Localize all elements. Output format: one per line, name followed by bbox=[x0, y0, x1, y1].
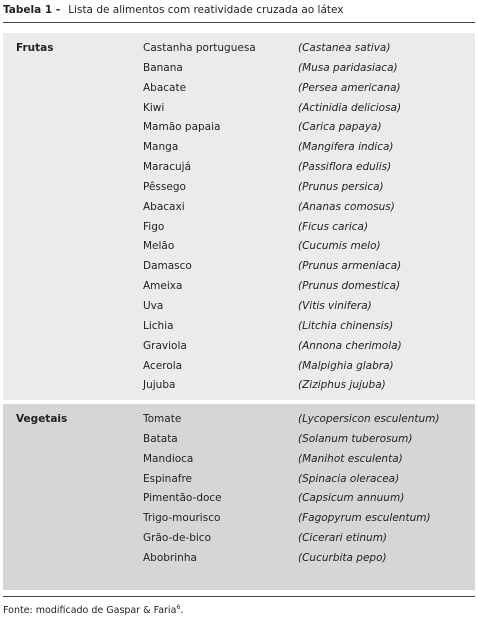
table-row bbox=[3, 492, 475, 512]
table-row bbox=[3, 141, 475, 161]
scientific-name: (Vitis vinifera) bbox=[298, 299, 372, 312]
table-row bbox=[3, 340, 475, 360]
scientific-name: (Cucurbita pepo) bbox=[298, 551, 387, 564]
table-label: Tabela 1 - bbox=[3, 4, 61, 16]
footnote-reference: 6 bbox=[176, 603, 181, 611]
table-row bbox=[3, 62, 475, 82]
common-name: Mandioca bbox=[143, 452, 194, 465]
table-row bbox=[3, 360, 475, 380]
table-row bbox=[3, 161, 475, 181]
scientific-name: (Ziziphus jujuba) bbox=[298, 379, 386, 392]
table-row bbox=[3, 280, 475, 300]
top-rule bbox=[3, 22, 475, 23]
table-row bbox=[3, 221, 475, 241]
table-row bbox=[3, 300, 475, 320]
scientific-name: (Cucumis melo) bbox=[298, 240, 381, 253]
scientific-name: (Solanum tuberosum) bbox=[298, 432, 413, 445]
scientific-name: (Prunus domestica) bbox=[298, 280, 401, 293]
table-row bbox=[3, 240, 475, 260]
common-name: Pêssego bbox=[143, 180, 186, 193]
scientific-name: (Capsicum annuum) bbox=[298, 492, 405, 505]
scientific-name: (Malpighia glabra) bbox=[298, 359, 394, 372]
common-name: Grão-de-bico bbox=[143, 532, 211, 545]
table-row bbox=[3, 102, 475, 122]
common-name: Ameixa bbox=[143, 280, 183, 293]
scientific-name: (Passiflora edulis) bbox=[298, 161, 392, 174]
scientific-name: (Lycopersicon esculentum) bbox=[298, 413, 440, 425]
common-name: Damasco bbox=[143, 260, 192, 273]
common-name: Abacate bbox=[143, 81, 187, 94]
category-label-fruits: Frutas bbox=[16, 42, 54, 54]
footnote-end: . bbox=[180, 605, 184, 617]
scientific-name: (Ananas comosus) bbox=[298, 200, 395, 213]
category-label-vegetables: Vegetais bbox=[16, 413, 68, 425]
table-row bbox=[3, 473, 475, 493]
common-name: Lichia bbox=[143, 319, 174, 332]
table-row bbox=[3, 121, 475, 141]
scientific-name: (Persea americana) bbox=[298, 81, 401, 94]
table-row bbox=[3, 532, 475, 552]
fruits-section bbox=[3, 33, 475, 400]
common-name: Acerola bbox=[143, 359, 183, 372]
scientific-name: (Annona cherimola) bbox=[298, 339, 402, 352]
scientific-name: (Prunus persica) bbox=[298, 180, 384, 193]
common-name: Maracujá bbox=[143, 161, 192, 174]
scientific-name: (Castanea sativa) bbox=[298, 42, 391, 54]
common-name: Castanha portuguesa bbox=[143, 42, 256, 54]
table-row bbox=[3, 453, 475, 473]
source-footnote bbox=[3, 603, 184, 616]
common-name: Banana bbox=[143, 61, 183, 74]
common-name: Pimentão-doce bbox=[143, 492, 222, 505]
common-name: Kiwi bbox=[143, 101, 165, 114]
scientific-name: (Spinacia oleracea) bbox=[298, 472, 400, 485]
bottom-rule bbox=[3, 596, 475, 597]
scientific-name: (Fagopyrum esculentum) bbox=[298, 512, 431, 525]
common-name: Manga bbox=[143, 141, 179, 154]
scientific-name: (Carica papaya) bbox=[298, 121, 382, 134]
common-name: Uva bbox=[143, 299, 164, 312]
scientific-name: (Cicerari etinum) bbox=[298, 532, 388, 545]
table-row bbox=[3, 512, 475, 532]
common-name: Figo bbox=[143, 220, 165, 233]
table-row bbox=[3, 320, 475, 340]
table-row bbox=[3, 379, 475, 399]
scientific-name: (Ficus carica) bbox=[298, 220, 369, 233]
scientific-name: (Actinidia deliciosa) bbox=[298, 101, 402, 114]
table-row bbox=[3, 181, 475, 201]
common-name: Trigo-mourisco bbox=[143, 512, 221, 525]
common-name: Abobrinha bbox=[143, 551, 197, 564]
scientific-name: (Mangifera indica) bbox=[298, 141, 394, 154]
table-row bbox=[3, 413, 475, 433]
scientific-name: (Musa paridasiaca) bbox=[298, 61, 398, 74]
table-caption bbox=[3, 3, 475, 17]
footnote-text: Fonte: modificado de Gaspar & Faria bbox=[3, 605, 177, 617]
common-name: Jujuba bbox=[143, 379, 176, 392]
table-title: Lista de alimentos com reatividade cruzada ao látex bbox=[68, 4, 344, 16]
table-row bbox=[3, 42, 475, 62]
table-row bbox=[3, 201, 475, 221]
table-row bbox=[3, 260, 475, 280]
scientific-name: (Manihot esculenta) bbox=[298, 452, 403, 465]
table-row bbox=[3, 552, 475, 572]
common-name: Melão bbox=[143, 240, 175, 253]
vegetables-list bbox=[3, 413, 475, 572]
scientific-name: (Prunus armeniaca) bbox=[298, 260, 402, 273]
vegetables-section bbox=[3, 404, 475, 590]
fruits-list bbox=[3, 42, 475, 399]
table-row bbox=[3, 82, 475, 102]
common-name: Mamão papaia bbox=[143, 121, 221, 134]
common-name: Tomate bbox=[143, 413, 182, 425]
common-name: Abacaxi bbox=[143, 200, 185, 213]
common-name: Batata bbox=[143, 432, 178, 445]
common-name: Graviola bbox=[143, 339, 187, 352]
scientific-name: (Litchia chinensis) bbox=[298, 319, 394, 332]
table-row bbox=[3, 433, 475, 453]
common-name: Espinafre bbox=[143, 472, 193, 485]
